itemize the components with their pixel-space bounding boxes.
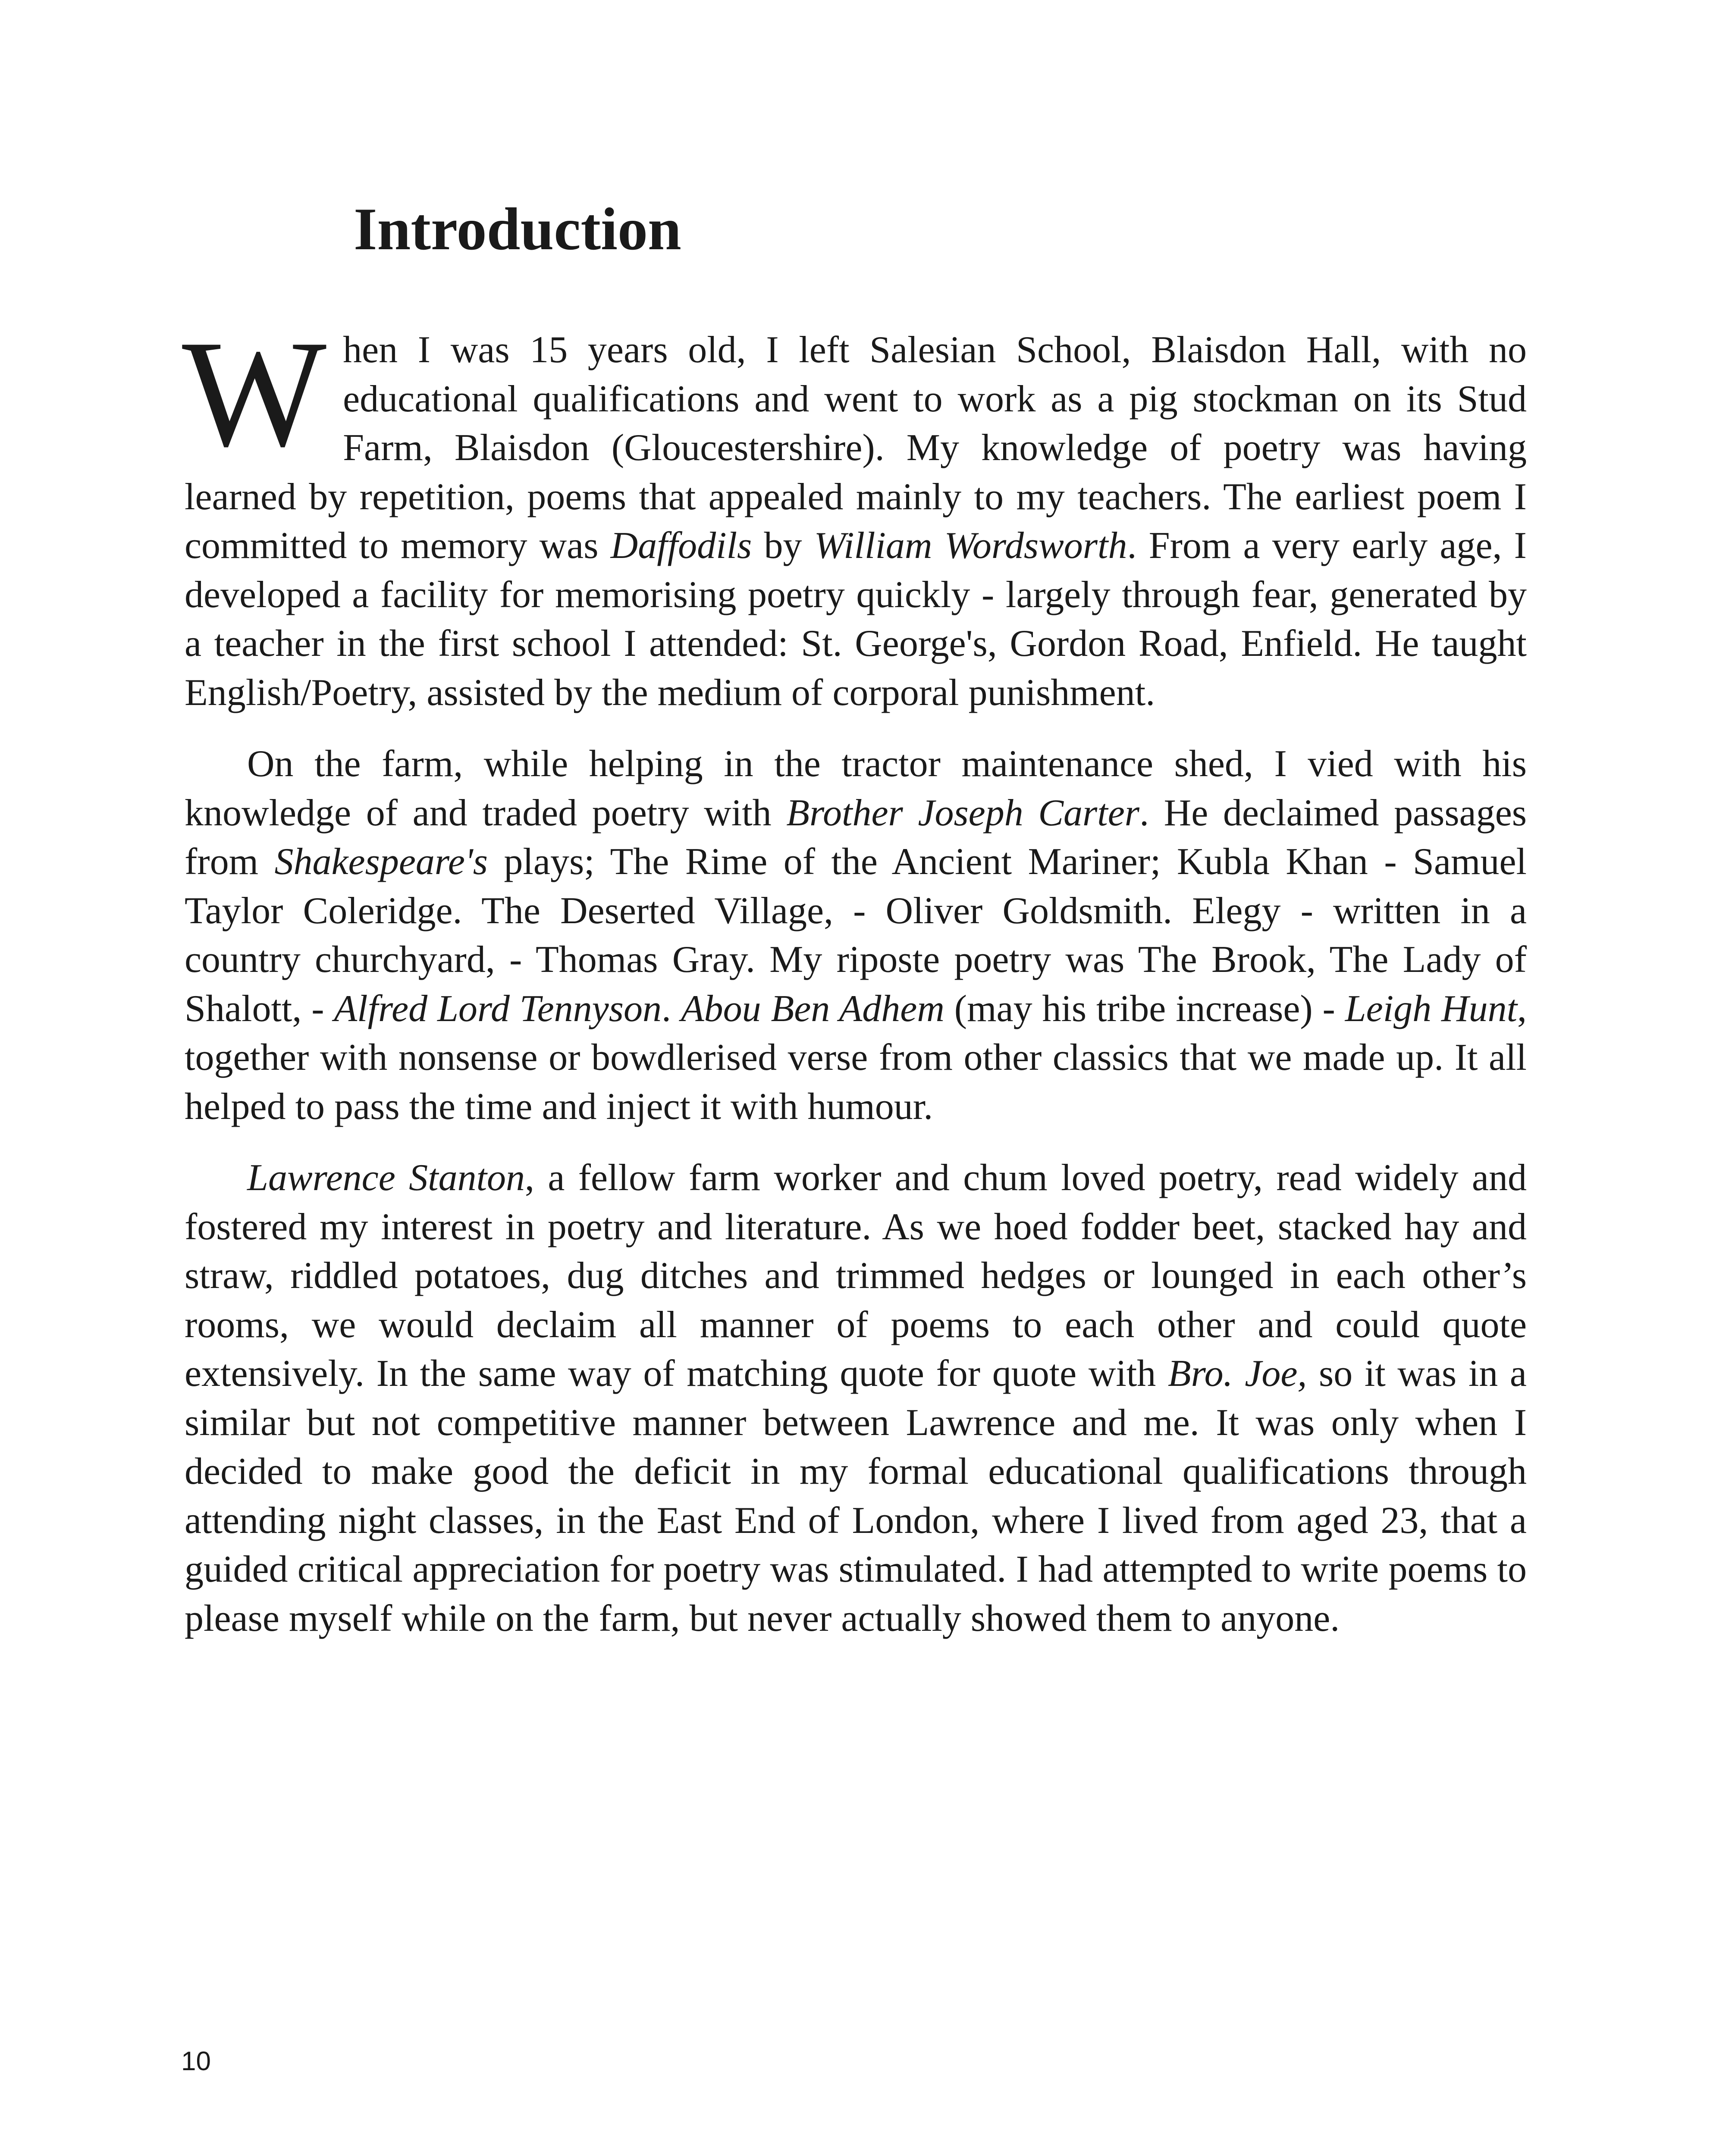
text-segment: . From a very early age, I developed a facility for memorising poetry quickly - largely through fear, generated by a teacher in the first school I attended: St. George's, Gordon Road, Enfield. He taught English/Poetry, assisted by the medium of corporal punishment. xyxy=(185,525,1527,714)
paragraph-1 xyxy=(182,309,1527,717)
text-segment: , together with nonsense or bowdlerised verse from other classics that we made up. It all helped to pass the time and inject it with humour. xyxy=(185,987,1527,1128)
person-name-italic: Brother Joseph Carter xyxy=(786,792,1140,834)
poem-title-italic: Daffodils xyxy=(610,525,752,567)
author-name-italic: Alfred Lord Tennyson xyxy=(334,987,662,1030)
page-title: Introduction xyxy=(354,196,681,263)
author-name-italic: Leigh Hunt xyxy=(1345,987,1518,1030)
poem-title-italic: Abou Ben Adhem xyxy=(681,987,944,1030)
body-text xyxy=(182,309,1527,1643)
text-segment: hen I was 15 years old, I left Salesian School, Blaisdon Hall, with no educational qualifications and went to work as a pig stockman on its Stud Farm, Blaisdon (Gloucestershire). My knowledge of poetry was having learned by repetition, poems that appealed mainly to my teachers. The earliest poem I committed to memory was xyxy=(185,329,1527,567)
page-number: 10 xyxy=(181,2046,211,2076)
text-segment: . He declaimed passages from xyxy=(185,792,1527,883)
paragraph-2 xyxy=(185,740,1527,1131)
person-name-italic: Bro. Joe, xyxy=(1167,1353,1307,1395)
text-segment: by xyxy=(752,525,814,567)
author-name-italic: Shakespeare's xyxy=(274,841,488,883)
text-segment: plays; The Rime of the Ancient Mariner; Kubla Khan - Samuel Taylor Coleridge. The Deserted Village, - Oliver Goldsmith. Elegy - written in a country churchyard, - Thomas Gray. My riposte poetry was The Brook, The Lady of Shalott, - xyxy=(185,841,1527,1030)
text-segment: On the farm, while helping in the tractor maintenance shed, I vied with his knowledge of and traded poetry with xyxy=(185,743,1527,834)
text-segment: , a fellow farm worker and chum loved poetry, read widely and fostered my interest in poetry and literature. As we hoed fodder beet, stacked hay and straw, riddled potatoes, dug ditches and trimmed hedges or lounged in each other’s rooms, we would declaim all manner of poems to each other and could quote extensively. In the same way of matching quote for quote with xyxy=(185,1157,1527,1395)
poet-name-italic: William Wordsworth xyxy=(814,525,1127,567)
paragraph-3 xyxy=(185,1153,1527,1643)
text-segment: so it was in a similar but not competitive manner between Lawrence and me. It was only when I decided to make good the deficit in my formal educational qualifications through attending night classes, in the East End of London, where I lived from aged 23, that a guided critical appreciation for poetry was stimulated. I had attempted to write poems to please myself while on the farm, but never actually showed them to anyone. xyxy=(185,1353,1527,1639)
text-segment: . xyxy=(661,987,681,1030)
person-name-italic: Lawrence Stanton xyxy=(247,1157,525,1199)
drop-cap: W xyxy=(182,309,327,478)
text-segment: (may his tribe increase) - xyxy=(944,987,1345,1030)
